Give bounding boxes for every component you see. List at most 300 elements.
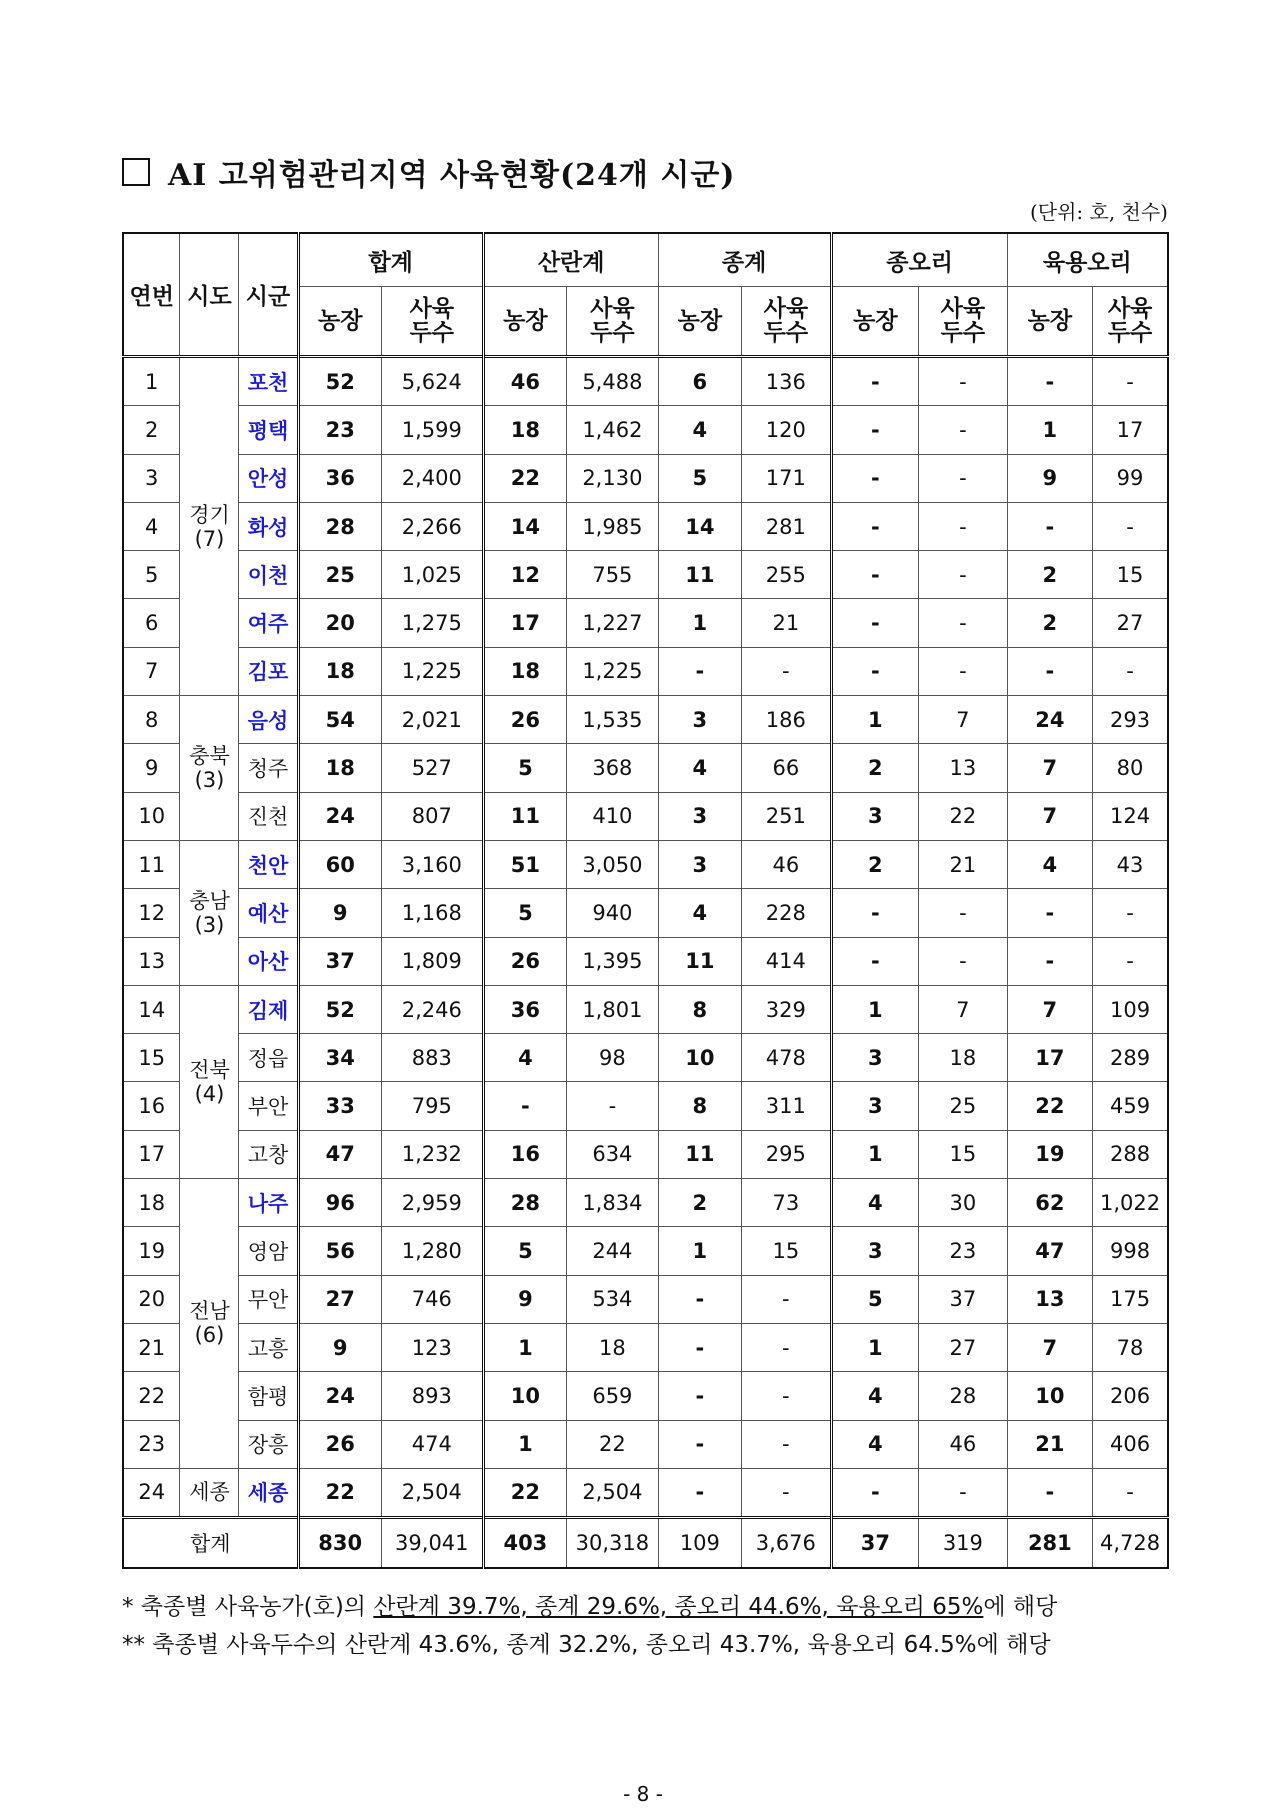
- subheader-farm: 농장: [831, 287, 919, 357]
- total-value: 319: [919, 1518, 1008, 1569]
- cell-farm-count: 3: [831, 1034, 919, 1082]
- cell-head-count: 998: [1093, 1227, 1168, 1275]
- cell-head-count: -: [919, 937, 1008, 985]
- cell-farm-count: 19: [1007, 1130, 1092, 1178]
- cell-seq: 1: [123, 357, 180, 406]
- header-sigun: 시군: [239, 233, 298, 357]
- cell-sigun: 청주: [239, 744, 298, 792]
- cell-farm-count: 3: [831, 1227, 919, 1275]
- cell-farm-count: 2: [658, 1179, 741, 1227]
- cell-farm-count: -: [658, 1275, 741, 1323]
- unit-label: (단위: 호, 천수): [1029, 200, 1168, 224]
- cell-seq: 16: [123, 1082, 180, 1130]
- cell-head-count: 1,809: [381, 937, 483, 985]
- cell-farm-count: -: [831, 357, 919, 406]
- cell-head-count: 2,504: [381, 1468, 483, 1517]
- cell-seq: 12: [123, 889, 180, 937]
- cell-sigun: 포천: [239, 357, 298, 406]
- cell-farm-count: 24: [298, 792, 381, 840]
- cell-head-count: 186: [742, 696, 832, 744]
- cell-head-count: 136: [742, 357, 832, 406]
- cell-head-count: 37: [919, 1275, 1008, 1323]
- cell-head-count: 1,225: [567, 647, 659, 695]
- subheader-heads: 사육 두수: [1093, 287, 1168, 357]
- cell-head-count: 27: [1093, 599, 1168, 647]
- cell-farm-count: 47: [298, 1130, 381, 1178]
- cell-head-count: 78: [1093, 1323, 1168, 1371]
- cell-head-count: 22: [567, 1420, 659, 1468]
- cell-farm-count: 47: [1007, 1227, 1092, 1275]
- cell-head-count: 659: [567, 1372, 659, 1420]
- cell-head-count: 15: [919, 1130, 1008, 1178]
- cell-farm-count: 2: [1007, 551, 1092, 599]
- cell-head-count: 459: [1093, 1082, 1168, 1130]
- cell-head-count: -: [1093, 502, 1168, 550]
- cell-farm-count: 1: [831, 696, 919, 744]
- cell-head-count: 2,246: [381, 985, 483, 1033]
- cell-seq: 8: [123, 696, 180, 744]
- cell-sido: 전남 (6): [180, 1179, 239, 1469]
- cell-farm-count: 7: [1007, 744, 1092, 792]
- cell-head-count: 98: [567, 1034, 659, 1082]
- table-row: [123, 1468, 1168, 1517]
- cell-farm-count: 1: [831, 985, 919, 1033]
- cell-head-count: 1,227: [567, 599, 659, 647]
- cell-farm-count: 22: [298, 1468, 381, 1517]
- cell-farm-count: -: [831, 406, 919, 454]
- cell-farm-count: 54: [298, 696, 381, 744]
- cell-farm-count: 4: [658, 889, 741, 937]
- cell-farm-count: 56: [298, 1227, 381, 1275]
- cell-head-count: -: [919, 406, 1008, 454]
- cell-head-count: -: [1093, 1468, 1168, 1517]
- table-row: [123, 454, 1168, 502]
- page-title: [122, 150, 736, 194]
- cell-head-count: 474: [381, 1420, 483, 1468]
- cell-farm-count: -: [831, 889, 919, 937]
- total-value: 39,041: [381, 1518, 483, 1569]
- cell-head-count: 175: [1093, 1275, 1168, 1323]
- cell-head-count: 251: [742, 792, 832, 840]
- subheader-farm: 농장: [1007, 287, 1092, 357]
- cell-farm-count: 9: [483, 1275, 566, 1323]
- cell-head-count: -: [919, 502, 1008, 550]
- cell-head-count: 80: [1093, 744, 1168, 792]
- cell-farm-count: 11: [483, 792, 566, 840]
- cell-farm-count: 3: [658, 696, 741, 744]
- cell-seq: 13: [123, 937, 180, 985]
- cell-farm-count: 10: [658, 1034, 741, 1082]
- cell-sigun: 아산: [239, 937, 298, 985]
- cell-head-count: 1,168: [381, 889, 483, 937]
- cell-farm-count: 25: [298, 551, 381, 599]
- cell-sigun: 영암: [239, 1227, 298, 1275]
- cell-farm-count: -: [831, 599, 919, 647]
- cell-head-count: 21: [742, 599, 832, 647]
- cell-head-count: 795: [381, 1082, 483, 1130]
- table-row: [123, 937, 1168, 985]
- cell-farm-count: 4: [831, 1372, 919, 1420]
- cell-head-count: 46: [919, 1420, 1008, 1468]
- total-value: 30,318: [567, 1518, 659, 1569]
- cell-head-count: 883: [381, 1034, 483, 1082]
- cell-head-count: 1,599: [381, 406, 483, 454]
- cell-sigun: 예산: [239, 889, 298, 937]
- cell-head-count: 15: [1093, 551, 1168, 599]
- cell-head-count: 46: [742, 840, 832, 888]
- cell-farm-count: 3: [658, 840, 741, 888]
- cell-farm-count: -: [1007, 357, 1092, 406]
- table-row: [123, 985, 1168, 1033]
- cell-head-count: 478: [742, 1034, 832, 1082]
- cell-farm-count: -: [831, 502, 919, 550]
- cell-farm-count: 16: [483, 1130, 566, 1178]
- cell-farm-count: 11: [658, 1130, 741, 1178]
- cell-head-count: 329: [742, 985, 832, 1033]
- cell-sido: 세종: [180, 1468, 239, 1517]
- page-number: - 8 -: [623, 1782, 663, 1806]
- cell-farm-count: 52: [298, 985, 381, 1033]
- cell-head-count: 120: [742, 406, 832, 454]
- cell-sido: 충남 (3): [180, 840, 239, 985]
- total-value: 37: [831, 1518, 919, 1569]
- cell-seq: 19: [123, 1227, 180, 1275]
- cell-farm-count: 26: [483, 696, 566, 744]
- cell-head-count: 123: [381, 1323, 483, 1371]
- cell-farm-count: 7: [1007, 1323, 1092, 1371]
- cell-seq: 6: [123, 599, 180, 647]
- cell-farm-count: 8: [658, 1082, 741, 1130]
- cell-seq: 15: [123, 1034, 180, 1082]
- cell-farm-count: 8: [658, 985, 741, 1033]
- cell-head-count: 43: [1093, 840, 1168, 888]
- cell-farm-count: -: [658, 1468, 741, 1517]
- cell-head-count: -: [1093, 647, 1168, 695]
- cell-farm-count: 11: [658, 551, 741, 599]
- cell-head-count: -: [1093, 937, 1168, 985]
- table-row: [123, 792, 1168, 840]
- cell-head-count: 109: [1093, 985, 1168, 1033]
- cell-farm-count: 10: [1007, 1372, 1092, 1420]
- cell-farm-count: 36: [483, 985, 566, 1033]
- total-label: 합계: [123, 1518, 298, 1569]
- cell-farm-count: 37: [298, 937, 381, 985]
- cell-head-count: 746: [381, 1275, 483, 1323]
- cell-head-count: 281: [742, 502, 832, 550]
- cell-farm-count: 34: [298, 1034, 381, 1082]
- table-row: [123, 406, 1168, 454]
- cell-head-count: -: [742, 1275, 832, 1323]
- cell-farm-count: 4: [483, 1034, 566, 1082]
- cell-farm-count: 62: [1007, 1179, 1092, 1227]
- cell-farm-count: 5: [483, 1227, 566, 1275]
- table-row: [123, 1034, 1168, 1082]
- cell-head-count: 293: [1093, 696, 1168, 744]
- cell-sigun: 진천: [239, 792, 298, 840]
- cell-farm-count: 18: [483, 406, 566, 454]
- cell-farm-count: 96: [298, 1179, 381, 1227]
- cell-head-count: 2,959: [381, 1179, 483, 1227]
- table-body: [123, 357, 1168, 1518]
- cell-farm-count: 1: [658, 599, 741, 647]
- cell-farm-count: 9: [1007, 454, 1092, 502]
- cell-head-count: 244: [567, 1227, 659, 1275]
- cell-farm-count: 7: [1007, 985, 1092, 1033]
- table-row: [123, 1323, 1168, 1371]
- cell-head-count: 13: [919, 744, 1008, 792]
- cell-farm-count: 4: [658, 406, 741, 454]
- cell-farm-count: 26: [298, 1420, 381, 1468]
- subheader-heads: 사육 두수: [919, 287, 1008, 357]
- cell-head-count: 21: [919, 840, 1008, 888]
- cell-farm-count: -: [1007, 937, 1092, 985]
- table-row: [123, 551, 1168, 599]
- cell-head-count: -: [742, 1468, 832, 1517]
- cell-farm-count: 24: [298, 1372, 381, 1420]
- cell-farm-count: -: [831, 647, 919, 695]
- cell-head-count: 368: [567, 744, 659, 792]
- table-row: [123, 1082, 1168, 1130]
- cell-farm-count: 5: [831, 1275, 919, 1323]
- cell-farm-count: -: [1007, 502, 1092, 550]
- cell-farm-count: 10: [483, 1372, 566, 1420]
- header-seq: 연번: [123, 233, 180, 357]
- cell-farm-count: 7: [1007, 792, 1092, 840]
- cell-seq: 11: [123, 840, 180, 888]
- cell-seq: 24: [123, 1468, 180, 1517]
- total-value: 830: [298, 1518, 381, 1569]
- cell-farm-count: -: [1007, 889, 1092, 937]
- cell-farm-count: 17: [1007, 1034, 1092, 1082]
- cell-head-count: 3,050: [567, 840, 659, 888]
- cell-head-count: -: [567, 1082, 659, 1130]
- cell-farm-count: 5: [483, 889, 566, 937]
- cell-farm-count: 2: [831, 840, 919, 888]
- cell-farm-count: 23: [298, 406, 381, 454]
- cell-farm-count: 1: [483, 1420, 566, 1468]
- cell-head-count: 634: [567, 1130, 659, 1178]
- cell-farm-count: 22: [483, 1468, 566, 1517]
- cell-head-count: -: [742, 1323, 832, 1371]
- cell-seq: 18: [123, 1179, 180, 1227]
- cell-farm-count: -: [831, 551, 919, 599]
- cell-seq: 22: [123, 1372, 180, 1420]
- cell-sigun: 이천: [239, 551, 298, 599]
- header-group-meat-duck: 육용오리: [1007, 233, 1168, 287]
- cell-farm-count: -: [831, 454, 919, 502]
- table-header: [123, 233, 1168, 357]
- cell-farm-count: 22: [1007, 1082, 1092, 1130]
- cell-farm-count: 13: [1007, 1275, 1092, 1323]
- cell-farm-count: -: [658, 1420, 741, 1468]
- cell-head-count: 2,400: [381, 454, 483, 502]
- cell-head-count: -: [742, 1420, 832, 1468]
- cell-farm-count: 1: [658, 1227, 741, 1275]
- cell-farm-count: 28: [483, 1179, 566, 1227]
- cell-farm-count: 21: [1007, 1420, 1092, 1468]
- cell-head-count: -: [742, 647, 832, 695]
- cell-seq: 23: [123, 1420, 180, 1468]
- table-row: [123, 744, 1168, 792]
- cell-farm-count: 3: [831, 1082, 919, 1130]
- cell-sigun: 김포: [239, 647, 298, 695]
- cell-sigun: 음성: [239, 696, 298, 744]
- cell-head-count: -: [919, 551, 1008, 599]
- cell-head-count: 1,535: [567, 696, 659, 744]
- cell-head-count: 410: [567, 792, 659, 840]
- table-row: [123, 889, 1168, 937]
- cell-head-count: 124: [1093, 792, 1168, 840]
- header-group-total: 합계: [298, 233, 483, 287]
- cell-head-count: 311: [742, 1082, 832, 1130]
- cell-head-count: 940: [567, 889, 659, 937]
- total-value: 281: [1007, 1518, 1092, 1569]
- cell-head-count: 534: [567, 1275, 659, 1323]
- table-row: [123, 840, 1168, 888]
- cell-head-count: -: [742, 1372, 832, 1420]
- cell-farm-count: -: [658, 1372, 741, 1420]
- cell-farm-count: 33: [298, 1082, 381, 1130]
- cell-farm-count: 18: [483, 647, 566, 695]
- cell-farm-count: 9: [298, 1323, 381, 1371]
- cell-head-count: -: [1093, 889, 1168, 937]
- subheader-farm: 농장: [483, 287, 566, 357]
- table-row: [123, 1130, 1168, 1178]
- cell-head-count: 7: [919, 985, 1008, 1033]
- cell-farm-count: 4: [1007, 840, 1092, 888]
- cell-head-count: -: [919, 454, 1008, 502]
- header-group-layer: 산란계: [483, 233, 658, 287]
- cell-sigun: 고흥: [239, 1323, 298, 1371]
- cell-farm-count: 51: [483, 840, 566, 888]
- cell-head-count: 3,160: [381, 840, 483, 888]
- cell-sigun: 정읍: [239, 1034, 298, 1082]
- cell-head-count: -: [919, 889, 1008, 937]
- total-value: 4,728: [1093, 1518, 1168, 1569]
- cell-head-count: 406: [1093, 1420, 1168, 1468]
- cell-sigun: 장흥: [239, 1420, 298, 1468]
- footnotes: [122, 1588, 1057, 1664]
- table-row: [123, 502, 1168, 550]
- cell-farm-count: 17: [483, 599, 566, 647]
- cell-farm-count: -: [658, 1323, 741, 1371]
- cell-sido: 전북 (4): [180, 985, 239, 1178]
- cell-head-count: 1,834: [567, 1179, 659, 1227]
- cell-farm-count: 18: [298, 647, 381, 695]
- cell-farm-count: 3: [658, 792, 741, 840]
- cell-farm-count: 18: [298, 744, 381, 792]
- cell-farm-count: 36: [298, 454, 381, 502]
- cell-farm-count: 1: [831, 1130, 919, 1178]
- cell-sigun: 함평: [239, 1372, 298, 1420]
- total-value: 403: [483, 1518, 566, 1569]
- total-value: 3,676: [742, 1518, 832, 1569]
- cell-farm-count: 2: [1007, 599, 1092, 647]
- cell-head-count: 1,801: [567, 985, 659, 1033]
- cell-farm-count: 14: [658, 502, 741, 550]
- footnote-1-underlined: 산란계 39.7%, 종계 29.6%, 종오리 44.6%, 육용오리 65%: [373, 1594, 984, 1620]
- subheader-farm: 농장: [658, 287, 741, 357]
- cell-head-count: 206: [1093, 1372, 1168, 1420]
- cell-head-count: 2,021: [381, 696, 483, 744]
- header-sido: 시도: [180, 233, 239, 357]
- cell-seq: 9: [123, 744, 180, 792]
- table-row: [123, 1275, 1168, 1323]
- livestock-table: [122, 232, 1169, 1569]
- table-row: [123, 1179, 1168, 1227]
- cell-seq: 21: [123, 1323, 180, 1371]
- cell-seq: 5: [123, 551, 180, 599]
- table-row: [123, 1420, 1168, 1468]
- cell-farm-count: -: [1007, 647, 1092, 695]
- cell-sigun: 김제: [239, 985, 298, 1033]
- cell-head-count: 5,624: [381, 357, 483, 406]
- cell-seq: 14: [123, 985, 180, 1033]
- cell-head-count: 15: [742, 1227, 832, 1275]
- cell-farm-count: 27: [298, 1275, 381, 1323]
- subheader-heads: 사육 두수: [742, 287, 832, 357]
- cell-farm-count: 46: [483, 357, 566, 406]
- cell-sigun: 고창: [239, 1130, 298, 1178]
- cell-farm-count: 4: [831, 1179, 919, 1227]
- header-group-breeder: 종계: [658, 233, 831, 287]
- cell-head-count: 30: [919, 1179, 1008, 1227]
- cell-farm-count: -: [658, 647, 741, 695]
- cell-farm-count: 2: [831, 744, 919, 792]
- cell-head-count: 255: [742, 551, 832, 599]
- cell-head-count: 1,025: [381, 551, 483, 599]
- cell-seq: 20: [123, 1275, 180, 1323]
- cell-head-count: 73: [742, 1179, 832, 1227]
- cell-sigun: 부안: [239, 1082, 298, 1130]
- footnote-2: ** 축종별 사육두수의 산란계 43.6%, 종계 32.2%, 종오리 43.7%, 육용오리 64.5%에 해당: [122, 1632, 1051, 1658]
- cell-farm-count: 26: [483, 937, 566, 985]
- cell-farm-count: 14: [483, 502, 566, 550]
- cell-farm-count: 3: [831, 792, 919, 840]
- cell-farm-count: -: [831, 1468, 919, 1517]
- cell-sigun: 안성: [239, 454, 298, 502]
- cell-farm-count: 12: [483, 551, 566, 599]
- cell-head-count: 414: [742, 937, 832, 985]
- checkbox-square-icon: [122, 158, 150, 186]
- table-row: [123, 357, 1168, 406]
- cell-farm-count: -: [483, 1082, 566, 1130]
- cell-head-count: 25: [919, 1082, 1008, 1130]
- cell-head-count: 1,985: [567, 502, 659, 550]
- cell-sido: 경기 (7): [180, 357, 239, 696]
- cell-farm-count: 22: [483, 454, 566, 502]
- cell-head-count: 2,266: [381, 502, 483, 550]
- cell-head-count: 23: [919, 1227, 1008, 1275]
- cell-sido: 충북 (3): [180, 696, 239, 841]
- cell-head-count: 1,225: [381, 647, 483, 695]
- cell-sigun: 세종: [239, 1468, 298, 1517]
- cell-seq: 3: [123, 454, 180, 502]
- cell-head-count: 893: [381, 1372, 483, 1420]
- cell-head-count: 228: [742, 889, 832, 937]
- cell-seq: 7: [123, 647, 180, 695]
- cell-head-count: 66: [742, 744, 832, 792]
- cell-farm-count: 11: [658, 937, 741, 985]
- cell-farm-count: 9: [298, 889, 381, 937]
- cell-head-count: 2,130: [567, 454, 659, 502]
- cell-seq: 17: [123, 1130, 180, 1178]
- cell-farm-count: 5: [658, 454, 741, 502]
- footnote-1: * 축종별 사육농가(호)의 산란계 39.7%, 종계 29.6%, 종오리 44.6%, 육용오리 65%에 해당: [122, 1594, 1058, 1620]
- cell-seq: 4: [123, 502, 180, 550]
- cell-head-count: 527: [381, 744, 483, 792]
- subheader-heads: 사육 두수: [381, 287, 483, 357]
